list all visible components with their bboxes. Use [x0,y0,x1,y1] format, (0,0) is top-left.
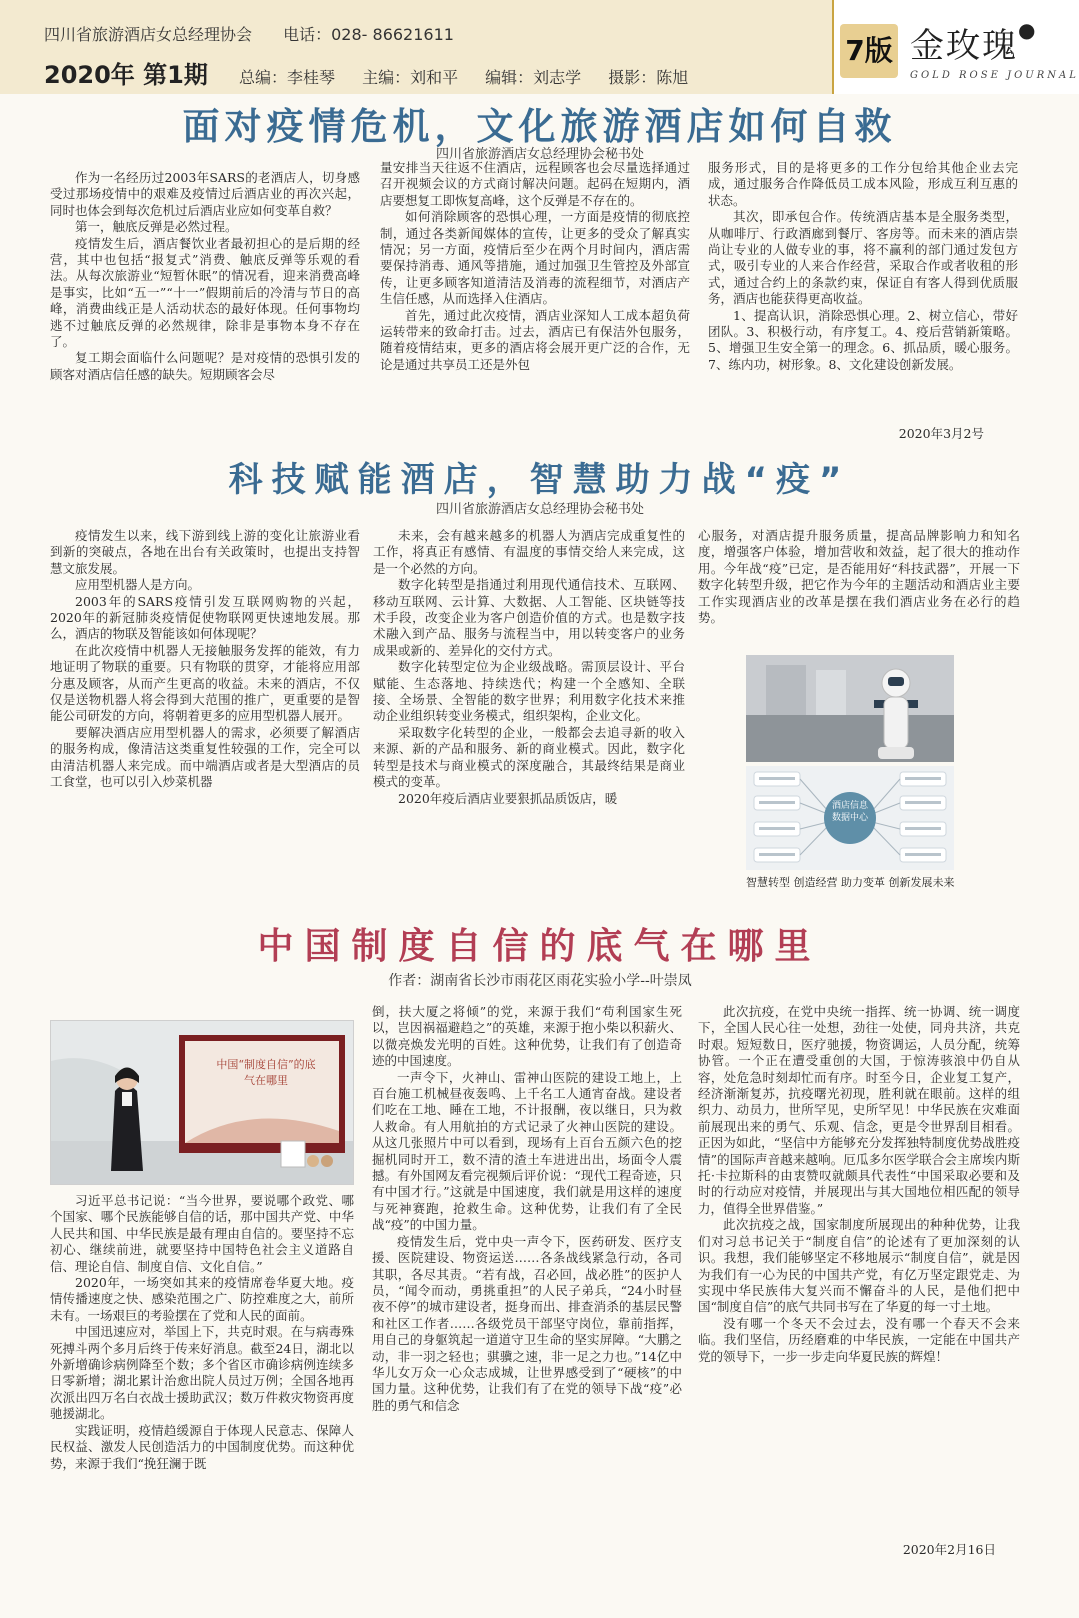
paragraph: 未来，会有越来越多的机器人为酒店完成重复性的工作，将真正有感情、有温度的事情交给人来完成，这是一个必然的方向。 [373,528,685,576]
article2-column-3 [698,528,1020,626]
journal-logo-text: 金玫瑰 [910,26,1018,66]
article1-column-3 [708,160,1018,373]
article1-date: 2020年3月2号 [898,426,984,441]
paragraph: 第一，触底反弹是必然过程。 [75,219,238,235]
masthead-org-line [44,22,454,45]
page-number-badge: 7版 [840,24,898,78]
article1-title: 面对疫情危机，文化旅游酒店如何自救 [182,105,897,148]
credit-photographer: 摄影：陈旭 [608,68,689,87]
paragraph: 心服务，对酒店提升服务质量，提高品牌影响力和知名度，增强客户体验，增加营收和效益，起了很大的推动作用。今年战“疫”已定，是否能用好“科技武器”，开展一下数字化转型升级，把它作为今年的主题活动和酒店业主要工作实现酒店业的改革是摆在我们酒店业务在必行的趋势。 [698,528,1020,626]
article3-title: 中国制度自信的底气在哪里 [257,926,822,967]
paragraph: 数字化转型定位为企业级战略。需顶层设计、平台赋能、生态落地、持续迭代；构建一个全感知、全联接、全场景、全智能的数字世界；利用数字化技术来推动企业组织转变业务模式，组织架构，企业文化。 [373,659,685,724]
paragraph: 数字化转型是指通过利用现代通信技术、互联网、移动互联网、云计算、大数据、人工智能、区块链等技术手段，改变企业为客户创造价值的方式。也是数字技术融入到产品、服务与流程当中，用以转变客户的业务成果或新的、差异化的交付方式。 [373,577,685,658]
org-name: 四川省旅游酒店女总经理协会 [44,25,253,44]
robot-photo [746,655,954,762]
masthead-logo-area [832,0,1079,94]
paragraph: 疫情发生后，酒店餐饮业者最初担心的是后期的经营，其中也包括“报复式”消费、触底反弹等乐观的看法。从每次旅游业“短暂休眠”的情况看，迎来消费高峰是事实，比如“五一”“十一”假期前后的冷清与节日的高峰，消费曲线正是人活动状态的最好体现。任何事物均逃不过触底反弹的必然规律，除非是事物本身不存在了。 [50,235,360,350]
paragraph: 其次，即承包合作。传统酒店基本是全服务类型，从咖啡厅、行政酒廊到餐厅、客房等。而未来的酒店崇尚让专业的人做专业的事，将不赢利的部门通过发包方式，吸引专业的人来合作经营，采取合作或者收租的形式，通过合约上的条款约束，保证自有客人得到优质服务，酒店也能获得更高收益。 [708,209,1018,307]
paragraph: 中国迅速应对，举国上下，共克时艰。在与病毒殊死搏斗两个多月后终于传来好消息。截至24日，湖北以外新增确诊病例降至个数；多个省区市确诊病例连续多日零新增；湖北累计治愈出院人员过万例；全国各地再次派出四万名白衣战士援助武汉；数万件救灾物资再度驰援湖北。 [50,1324,354,1422]
paragraph: 在此次疫情中机器人无接触服务发挥的能效，有力地证明了物联的重要。只有物联的贯穿，才能将应用部分惠及顾客，从而产生更高的收益。未来的酒店，不仅仅是送物机器人将会得到大范围的推广，更重要的是智能公司研发的方向，将朝着更多的应用型机器人展开。 [50,642,360,724]
article3-column-3 [698,1004,1020,1365]
masthead-issue-line [44,55,710,90]
paragraph: 应用型机器人是方向。 [75,577,201,593]
journal-logo [910,18,1037,67]
paragraph: 采取数字化转型的企业，一般都会去追寻新的收入来源、新的产品和服务、新的商业模式。因此，数字化转型是技术与商业模式的深度融合，其最终结果是商业模式的变革。 [373,724,685,790]
paragraph: 倒，扶大厦之将倾”的党，来源于我们“苟利国家生死以，岂因祸福避趋之”的英雄，来源于抱小柴以积薪火、以微亮焕发光明的百姓。这种优势，让我们有了创造奇迹的中国速度。 [372,1004,682,1069]
speaker-photo [50,1020,354,1185]
article1-column-2 [380,160,690,373]
credit-editor-in-charge: 主编：刘和平 [362,68,459,87]
paragraph: 服务形式，目的是将更多的工作分包给其他企业去完成，通过服务合作降低员工成本风险，形成互利互惠的状态。 [708,160,1018,208]
article2-column-1 [50,528,360,791]
article1-byline: 四川省旅游酒店女总经理协会秘书处 [435,147,644,162]
paragraph: 一声令下，火神山、雷神山医院的建设工地上，上百台施工机械昼夜轰鸣、上千名工人通宵奋战。建设者们吃在工地、睡在工地，不计报酬，夜以继日，只为救人救命。有人用航拍的方式记录了火神山医院的建设。从这几张照片中可以看到，现场有上百台五颜六色的挖掘机同时开工，数不清的渣土车进进出出，场面令人震撼。有外国网友看完视频后评价说：“现代工程奇迹，只有中国才行。”这就是中国速度，我们就是用这样的速度与死神赛跑，抢救生命。这种优势，让我们有了全民战“疫”的中国力量。 [372,1069,682,1233]
paragraph: 2020年，一场突如其来的疫情席卷华夏大地。疫情传播速度之快、感染范围之广、防控难度之大，前所未有。一场艰巨的考验摆在了党和人民的面前。 [50,1275,354,1323]
paragraph: 实践证明，疫情趋缓源自于体现人民意志、保障人民权益、激发人民创造活力的中国制度优势。而这种优势，来源于我们“挽狂澜于既 [50,1422,354,1471]
logo-dot-mark: ● [1018,18,1038,42]
journal-logo-english: GOLD ROSE JOURNAL [910,70,1079,81]
article2-title: 科技赋能酒店，智慧助力战“疫” [228,460,851,500]
phone-number: 电话：028- 86621611 [283,25,454,44]
paragraph: 习近平总书记说：“当今世界，要说哪个政党、哪个国家、哪个民族能够自信的话，那中国共产党、中华人民共和国、中华民族是最有理由自信的。要坚持不忘初心、继续前进，就要坚持中国特色社会主义道路自信、理论自信、制度自信、文化自信。” [50,1193,354,1274]
diagram-center-label: 酒店信息数据中心 [831,801,868,823]
paragraph: 1、提高认识，消除恐惧心理。2、树立信心，带好团队。3、积极行动，有序复工。4、疫后营销新策略。5、增强卫生安全第一的理念。6、抓品质，暖心服务。7、练内功，树形象。8、文化建设创新发展。 [708,307,1018,372]
smart-hotel-diagram [746,766,954,870]
paragraph: 如何消除顾客的恐惧心理，一方面是疫情的彻底控制，通过各类新闻媒体的宣传，让更多的受众了解真实情况；另一方面，疫情后至少在两个月时间内，酒店需要保持消毒、通风等措施，通过加强卫生管控及外部宣传，让更多顾客知道清洁及消毒的流程细节，对酒店产生信任感，从而选择入住酒店。 [380,209,690,307]
paragraph: 此次抗疫之战，国家制度所展现出的种种优势，让我们对习总书记关于“制度自信”的论述有了更加深刻的认识。我想，我们能够坚定不移地展示“制度自信”，就是因为我们有一心为民的中国共产党，有亿万坚定跟党走、为实现中华民族伟大复兴而不懈奋斗的人民，是他们把中国“制度自信”的底气共同书写在了华夏的每一寸土地。 [698,1217,1020,1315]
article1-column-1 [50,170,360,383]
robot-photo-illustration [746,655,954,762]
paragraph: 疫情发生以来，线下游到线上游的变化让旅游业看到新的突破点，各地在出台有关政策时，也提出支持智慧文旅发展。 [50,528,360,576]
masthead [0,0,1079,94]
article3-column-2 [372,1004,682,1414]
credit-chief-editor: 总编：李桂琴 [238,68,335,87]
article2-byline: 四川省旅游酒店女总经理协会秘书处 [435,502,644,517]
article3-column-1 [50,1193,354,1472]
paragraph: 没有哪一个冬天不会过去，没有哪一个春天不会来临。我们坚信，历经磨难的中华民族，一定能在中国共产党的领导下，一步一步走向华夏民族的辉煌！ [698,1315,1020,1364]
paragraph: 首先，通过此次疫情，酒店业深知人工成本超负荷运转带来的致命打击。过去，酒店已有保洁外包服务，随着疫情结束，更多的酒店将会展开更广泛的合作，无论是通过共享员工还是外包 [380,307,690,372]
speaker-photo-illustration [51,1021,353,1184]
paragraph: 要解决酒店应用型机器人的需求，必须要了解酒店的服务构成，像清洁这类重复性较强的工作，完全可以由清洁机器人来完成。而中端酒店或者是大型酒店的员工食堂，也可以引入炒菜机器 [50,724,360,790]
credit-editor: 编辑：刘志学 [485,68,582,87]
article3-byline: 作者：湖南省长沙市雨花区雨花实验小学--叶崇凤 [388,973,692,989]
paragraph: 2003年的SARS疫情引发互联网购物的兴起，2020年的新冠肺炎疫情促使物联网更快速地发展。那么，酒店的物联及智能该如何体现呢？ [50,593,360,642]
paragraph: 2020年疫后酒店业要狠抓品质饭店，暖 [398,790,618,806]
article2-column-2 [373,528,685,807]
slide-title: 中国“制度自信”的底气在哪里 [216,1058,316,1087]
paragraph: 作为一名经历过2003年SARS的老酒店人，切身感受过那场疫情中的艰难及疫情过后酒店业的再次兴起，同时也体会到每次危机过后酒店业应如何变革自救？ [50,170,360,218]
issue-number: 2020年 第1期 [44,61,208,89]
diagram-caption: 智慧转型 创造经营 助力变革 创新发展未来 [746,876,955,889]
paragraph: 量安排当天往返不住酒店，远程顾客也会尽量选择通过召开视频会议的方式商讨解决问题。起码在短期内，酒店要想复工即恢复高峰，这个反弹是不存在的。 [380,160,690,208]
paragraph: 复工期会面临什么问题呢？是对疫情的恐惧引发的顾客对酒店信任感的缺失。短期顾客会尽 [50,350,360,382]
article3-date: 2020年2月16日 [902,1542,996,1557]
paragraph: 此次抗疫，在党中央统一指挥、统一协调、统一调度下，全国人民心往一处想，劲往一处使，同舟共济，共克时艰。短短数日，医疗驰援，物资调运，人员分配，统筹协管。一个正在遭受重创的大国，于惊涛骇浪中仍自从容，处危急时刻却忙而有序。时至今日，企业复工复产，经济渐渐复苏，抗疫曙光初现，胜利就在眼前。这样的组织力、动员力，世所罕见，史所罕见！中华民族在灾难面前展现出来的勇气、乐观、信念，更是令世界刮目相看。正因为如此，“坚信中方能够充分发挥独特制度优势战胜疫情”的国际声音越来越响。厄瓜多尔医学联合会主席埃内斯托·卡拉斯科的由衷赞叹就颇具代表性“中国采取必要和及时的行动应对疫情，并展现出与其大国地位相匹配的领导力，值得全世界借鉴。” [698,1004,1020,1216]
paragraph: 疫情发生后，党中央一声令下，医药研发、医疗支援、医院建设、物资运送……各条战线紧急行动，各司其职，各尽其责。“若有战，召必回，战必胜”的医护人员，“闻令而动，勇挑重担”的人民子弟兵，“24小时昼夜不停”的城市建设者，挺身而出、排查消杀的基层民警和社区工作者……各级党员干部坚守岗位，靠前指挥，用自己的身躯筑起一道道守卫生命的坚实屏障。“大鹏之动，非一羽之轻也；骐骥之速，非一足之力也。”14亿中华儿女万众一心众志成城，让世界感受到了“硬核”的中国力量。这种优势，让我们有了在党的领导下战“疫”必胜的勇气和信念 [372,1233,682,1413]
